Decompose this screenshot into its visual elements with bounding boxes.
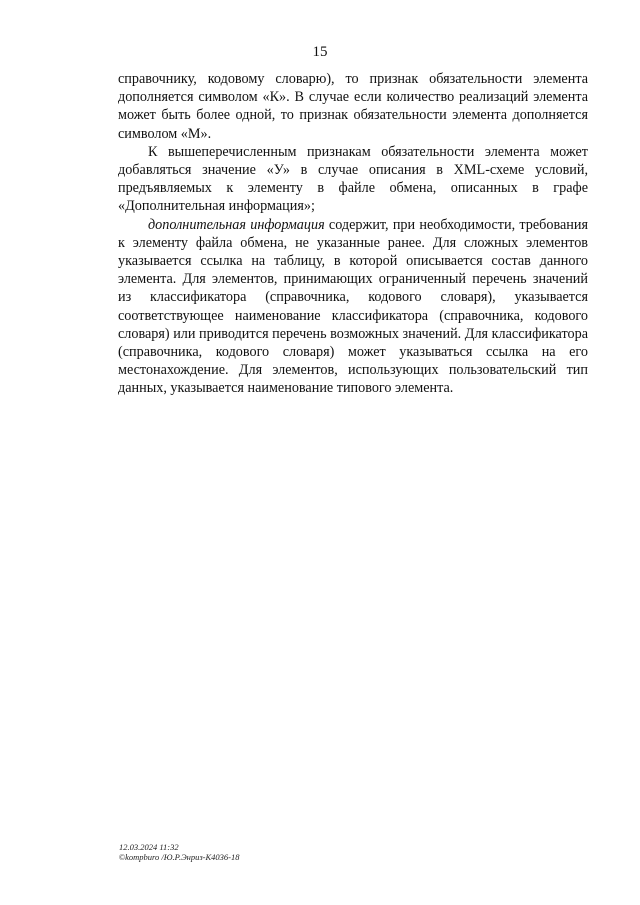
paragraph-additional-info xyxy=(118,216,588,398)
footer-source-line xyxy=(119,852,240,863)
additional-info-description: содержит, при необходимости, требования к элементу файла обмена, не указанные ранее. Для сложных элементов указывается ссылка на таблицу, в которой описывается состав данного элемента. Для элементов, принимающих ограниченный перечень значений из классификатора (справочника, кодового словаря), указывается соответствующее наименование классификатора (справочника, кодового словаря) или приводится перечень возможных значений. Для классификатора (справочника, кодового словаря) может указываться ссылка на его местонахождение. Для элементов, использующих пользовательский тип данных, указывается наименование типового элемента. xyxy=(118,216,588,397)
paragraph-requirement-flags: К вышеперечисленным признакам обязательности элемента может добавляться значение «У» в случае описания в XML-схеме условий, предъявляемых к элементу в файле обмена, описанных в графе «Дополнительная информация»; xyxy=(118,143,588,215)
footer-timestamp: 12.03.2024 11:32 xyxy=(119,842,179,852)
footer-source: kompburo /Ю.Р.Энриз-К4036-18 xyxy=(125,852,240,862)
paragraph-continuation: справочнику, кодовому словарю), то признак обязательности элемента дополняется символом «К». В случае если количество реализаций элемента может быть более одной, то признак обязательности элемента дополняется символом «М». xyxy=(118,71,588,142)
additional-info-term: дополнительная информация xyxy=(148,216,325,233)
document-footer-stamp xyxy=(119,842,240,863)
body-text xyxy=(118,70,588,398)
page-number: 15 xyxy=(312,44,328,60)
copyright-icon: © xyxy=(119,853,126,862)
